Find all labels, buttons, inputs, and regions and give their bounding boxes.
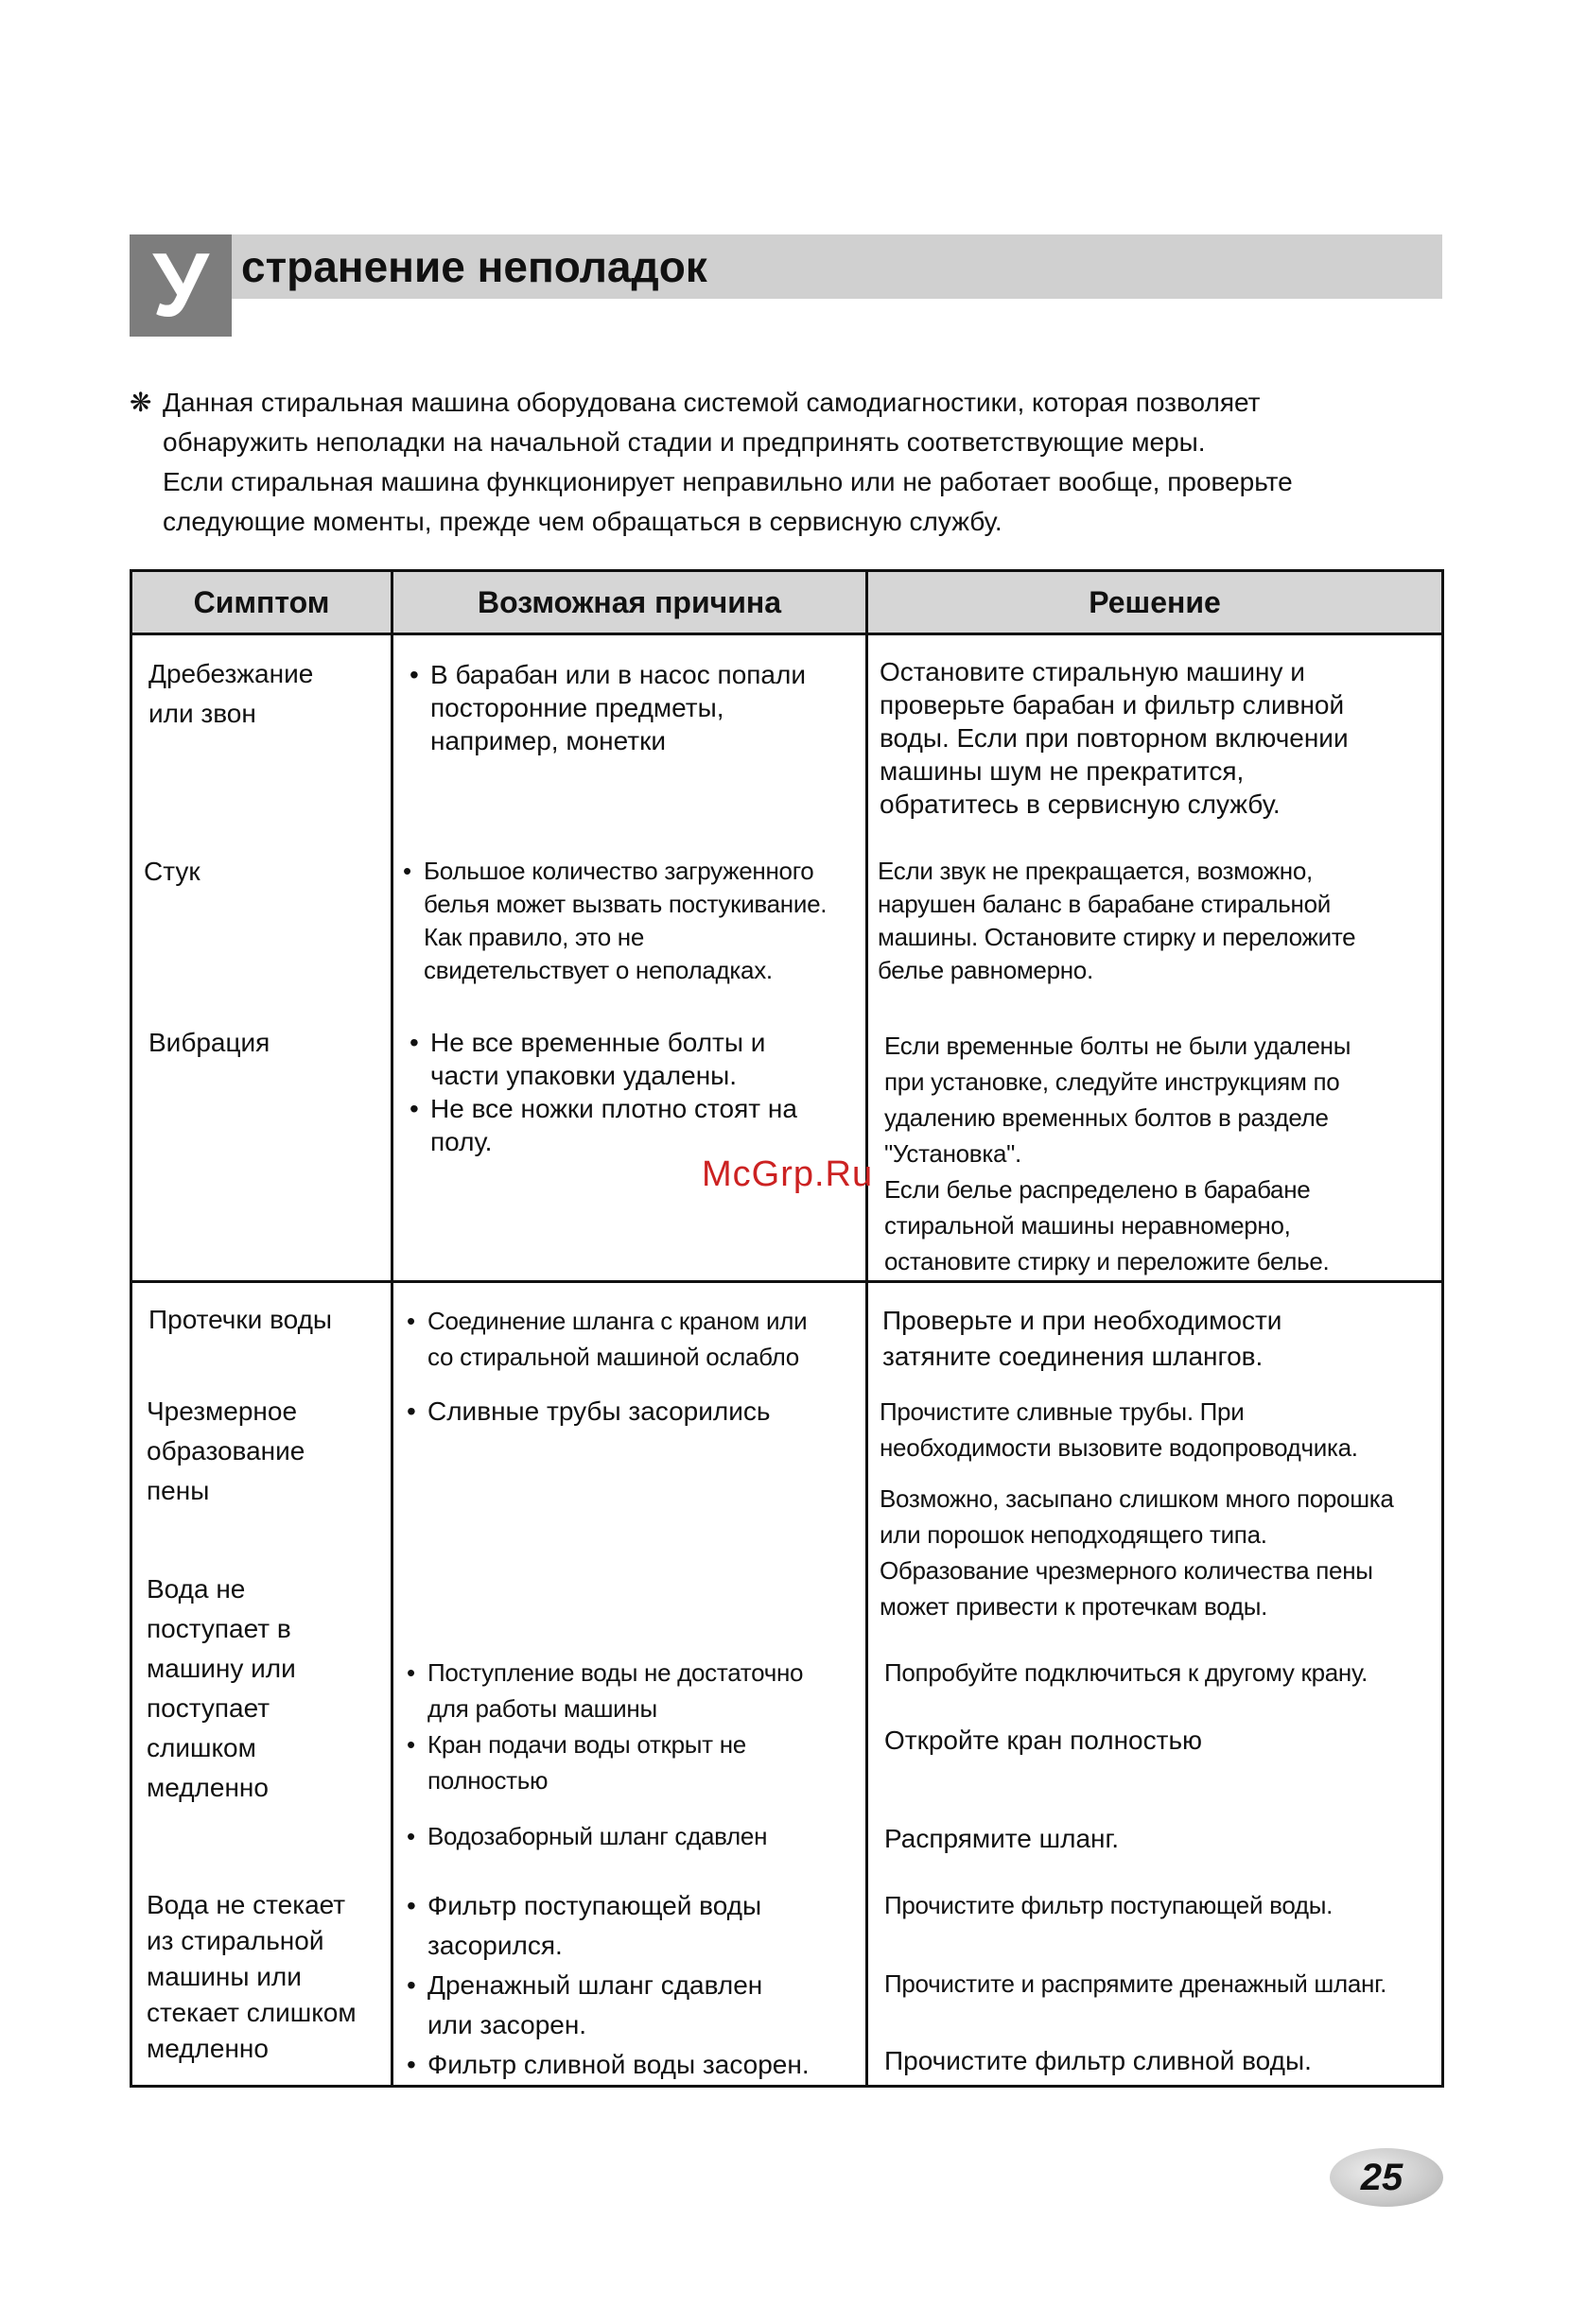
cause-line: В барабан или в насос попали (430, 660, 806, 689)
cause-line: Не все временные болты и (430, 1028, 766, 1057)
title-initial-letter: У (130, 234, 232, 337)
solution-clean-drain-filter (884, 2044, 1312, 2077)
cause-line: посторонние предметы, (430, 693, 724, 722)
cause-line: Кран подачи воды открыт не (427, 1730, 746, 1759)
solution-line: Если временные болты не были удалены (884, 1032, 1351, 1060)
symptom-line: Вода не стекает (147, 1890, 346, 1919)
symptom-line: машины или (147, 1962, 302, 1991)
solution-vibration (884, 1028, 1351, 1279)
solution-drain-hose (884, 1968, 1386, 2001)
symptom-line: стекает слишком (147, 1998, 357, 2027)
symptom-line: поступает (147, 1693, 270, 1723)
solution-open-tap (884, 1724, 1202, 1757)
bullet-icon: • (410, 1028, 419, 1057)
cause-line: Водозаборный шланг сдавлен (427, 1822, 768, 1850)
cause-line: полностью (427, 1766, 549, 1795)
symptom-line: пены (147, 1476, 210, 1505)
symptom-rattle (148, 654, 313, 734)
cause-line: со стиральной машиной ослабло (427, 1343, 799, 1371)
page-title: странение неполадок (241, 242, 707, 291)
solution-line: остановите стирку и переложите белье. (884, 1247, 1330, 1275)
solution-line: Возможно, засыпано слишком много порошка (880, 1484, 1394, 1513)
cause-line: Большое количество загруженного (424, 857, 814, 885)
solution-line: Откройте кран полностью (884, 1726, 1203, 1755)
cause-line: Сливные трубы засорились (427, 1396, 771, 1426)
solution-line: Прочистите и распрямите дренажный шланг. (884, 1969, 1387, 1998)
solution-line: Попробуйте подключиться к другому крану. (884, 1658, 1368, 1687)
cause-line: Фильтр поступающей воды (427, 1891, 762, 1920)
note-mark-icon: ❋ (130, 388, 152, 417)
symptom-line: машину или (147, 1654, 296, 1683)
intro-line: следующие моменты, прежде чем обращаться в сервисную службу. (163, 507, 1002, 536)
cause-line: например, монетки (430, 726, 667, 755)
cause-no-drain (407, 1886, 810, 2085)
solution-line: или порошок неподходящего типа. (880, 1520, 1267, 1549)
symptom-line: Стук (144, 857, 200, 886)
symptom-line: слишком (147, 1733, 256, 1762)
solution-line: стиральной машины неравномерно, (884, 1211, 1291, 1240)
bullet-icon: • (407, 1730, 415, 1759)
cause-line: засорился. (427, 1931, 563, 1960)
cause-vibration (410, 1026, 797, 1158)
bullet-icon: • (407, 1307, 415, 1335)
cause-line: или засорен. (427, 2010, 587, 2039)
bullet-icon: • (410, 1094, 419, 1123)
intro-line: Данная стиральная машина оборудована системой самодиагностики, которая позволяет (163, 388, 1261, 417)
solution-line: Проверьте и при необходимости (882, 1306, 1282, 1335)
solution-leak (882, 1303, 1281, 1375)
solution-line: машины шум не прекратится, (880, 756, 1245, 786)
symptom-line: Чрезмерное (147, 1396, 298, 1426)
solution-foam-powder (880, 1481, 1394, 1624)
cause-line: Соединение шланга с краном или (427, 1307, 808, 1335)
cause-foam (407, 1395, 770, 1428)
page-number: 25 (1360, 2157, 1403, 2198)
solution-line: нарушен баланс в барабане стиральной (878, 890, 1331, 918)
solution-line: удалению временных болтов в разделе (884, 1103, 1329, 1132)
symptom-line: Вибрация (148, 1028, 270, 1057)
cause-leak (407, 1303, 807, 1375)
solution-line: Если звук не прекращается, возможно, (878, 857, 1313, 885)
solution-line: обратитесь в сервисную службу. (880, 789, 1281, 819)
solution-line: машины. Остановите стирку и переложите (878, 923, 1356, 951)
solution-line: проверьте барабан и фильтр сливной (880, 690, 1345, 720)
symptom-line: медленно (147, 2034, 269, 2063)
symptom-line: Протечки воды (148, 1305, 333, 1334)
section-divider (132, 1280, 1441, 1283)
cause-line: Не все ножки плотно стоят на (430, 1094, 797, 1123)
bullet-icon: • (407, 1396, 416, 1426)
bullet-icon: • (407, 1822, 415, 1850)
cause-line: Фильтр сливной воды засорен. (427, 2050, 810, 2079)
symptom-line: медленно (147, 1773, 269, 1802)
symptom-vibration (148, 1026, 270, 1059)
symptom-line: образование (147, 1436, 305, 1466)
solution-line: Прочистите фильтр поступающей воды. (884, 1891, 1334, 1919)
symptom-line: или звон (148, 699, 256, 728)
bullet-icon: • (407, 1658, 415, 1687)
solution-other-tap (884, 1656, 1368, 1690)
bullet-icon: • (403, 857, 411, 885)
header-cause: Возможная причина (477, 585, 781, 619)
bullet-icon: • (407, 2050, 416, 2079)
solution-line: затяните соединения шлангов. (882, 1342, 1264, 1371)
cause-low-pressure (407, 1655, 803, 1798)
solution-straighten-hose (884, 1822, 1119, 1855)
symptom-no-water (147, 1570, 296, 1808)
cause-line: Поступление воды не достаточно (427, 1658, 804, 1687)
header-solution: Решение (1089, 585, 1221, 619)
symptom-leak (148, 1303, 332, 1336)
solution-line: Если белье распределено в барабане (884, 1175, 1311, 1204)
intro-line: обнаружить неполадки на начальной стадии и предпринять соответствующие меры. (163, 427, 1206, 457)
cause-line: белья может вызвать постукивание. (424, 890, 828, 918)
symptom-no-drain (147, 1887, 357, 2067)
cause-hose-kinked (407, 1820, 767, 1853)
solution-line: Распрямите шланг. (884, 1824, 1120, 1853)
solution-line: необходимости вызовите водопроводчика. (880, 1433, 1358, 1462)
watermark: McGrp.Ru (702, 1154, 874, 1194)
symptom-line: Вода не (147, 1574, 246, 1604)
solution-line: может привести к протечкам воды. (880, 1592, 1268, 1621)
bullet-icon: • (407, 1891, 416, 1920)
header-symptom: Симптом (193, 585, 330, 619)
bullet-icon: • (407, 1970, 416, 2000)
cause-line: для работы машины (427, 1694, 657, 1723)
solution-line: Прочистите сливные трубы. При (880, 1397, 1245, 1426)
solution-line: Образование чрезмерного количества пены (880, 1556, 1373, 1585)
solution-foam-pipes (880, 1394, 1358, 1466)
bullet-icon: • (410, 660, 419, 689)
solution-rattle (880, 655, 1349, 821)
solution-line: "Установка". (884, 1139, 1021, 1168)
cause-rattle (410, 658, 806, 757)
solution-clean-inlet-filter (884, 1889, 1333, 1922)
symptom-line: поступает в (147, 1614, 291, 1643)
cause-line: Как правило, это не (424, 923, 645, 951)
solution-line: Остановите стиральную машину и (880, 657, 1305, 686)
symptom-knock (144, 855, 200, 888)
cause-line: полу. (430, 1127, 493, 1156)
column-divider (391, 572, 393, 2085)
solution-line: белье равномерно. (878, 956, 1093, 984)
solution-line: воды. Если при повторном включении (880, 723, 1349, 753)
symptom-line: из стиральной (147, 1926, 324, 1955)
cause-line: Дренажный шланг сдавлен (427, 1970, 763, 2000)
intro-line: Если стиральная машина функционирует неправильно или не работает вообще, проверьте (163, 467, 1293, 496)
cause-line: свидетельствует о неполадках. (424, 956, 773, 984)
symptom-foam (147, 1392, 305, 1511)
column-divider (865, 572, 868, 2085)
cause-knock (403, 855, 827, 987)
symptom-line: Дребезжание (148, 659, 314, 688)
solution-line: при установке, следуйте инструкциям по (884, 1067, 1340, 1096)
solution-knock (878, 855, 1355, 987)
solution-line: Прочистите фильтр сливной воды. (884, 2046, 1312, 2075)
cause-line: части упаковки удалены. (430, 1061, 738, 1090)
